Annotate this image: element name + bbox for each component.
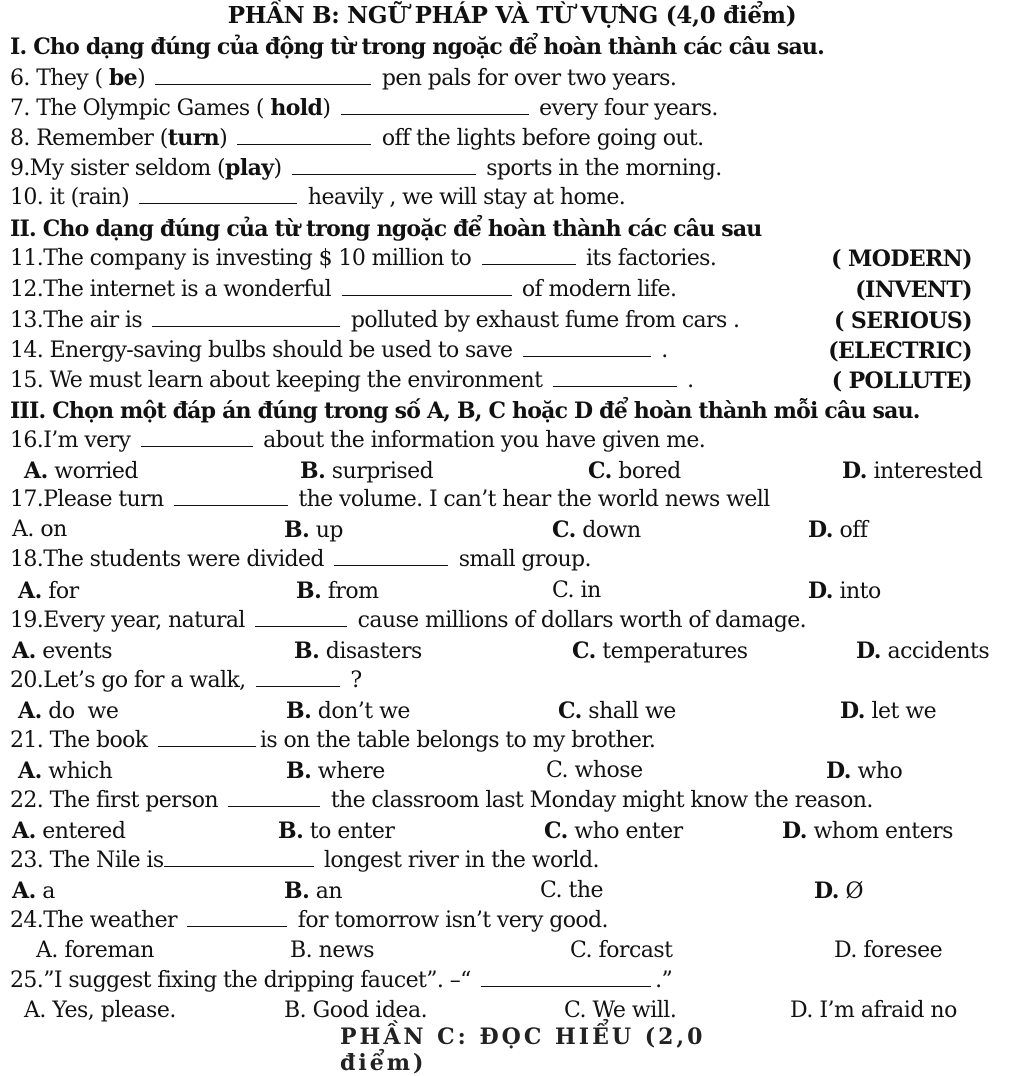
question-9: 9.My sister seldom (play) sports in the morning. xyxy=(10,155,722,181)
option-22-c[interactable]: C. who enter xyxy=(544,818,683,844)
question-21: 21. The book is on the table belongs to my brother. xyxy=(10,728,656,753)
answer-blank-15[interactable] xyxy=(553,366,677,387)
answer-blank-24[interactable] xyxy=(187,906,287,927)
section-3-heading: III. Chọn một đáp án đúng trong số A, B, C hoặc D để hoàn thành mỗi câu sau. xyxy=(10,398,920,424)
hint-14: (ELECTRIC) xyxy=(828,338,972,364)
question-8: 8. Remember (turn) off the lights before going out. xyxy=(10,125,704,151)
question-23: 23. The Nile is longest river in the world. xyxy=(10,848,599,873)
question-6: 6. They ( be) pen pals for over two years. xyxy=(10,65,677,91)
answer-blank-18[interactable] xyxy=(334,545,448,566)
question-14: 14. Energy-saving bulbs should be used to save . xyxy=(10,338,668,363)
question-19: 19.Every year, natural cause millions of dollars worth of damage. xyxy=(10,608,807,633)
option-24-d[interactable]: D. foresee xyxy=(834,938,943,963)
next-section-heading-cut: PHẦN C: ĐỌC HIỂU (2,0 điểm) xyxy=(340,1024,706,1076)
option-22-b[interactable]: B. to enter xyxy=(278,818,395,844)
option-16-b[interactable]: B. surprised xyxy=(300,458,434,484)
question-24: 24.The weather for tomorrow isn’t very good. xyxy=(10,908,608,933)
option-21-d[interactable]: D. who xyxy=(826,758,903,784)
answer-blank-23[interactable] xyxy=(164,846,314,867)
option-25-c[interactable]: C. We will. xyxy=(564,998,677,1023)
hint-15: ( POLLUTE) xyxy=(831,368,972,394)
answer-blank-17[interactable] xyxy=(174,485,288,506)
answer-blank-19[interactable] xyxy=(255,606,347,627)
question-12: 12.The internet is a wonderful of modern life. xyxy=(10,277,677,302)
option-21-c[interactable]: C. whose xyxy=(546,758,643,783)
option-24-a[interactable]: A. foreman xyxy=(36,938,154,963)
section-2-heading: II. Cho dạng đúng của từ trong ngoặc để hoàn thành các câu sau xyxy=(10,216,762,242)
option-20-c[interactable]: C. shall we xyxy=(558,698,676,724)
section-1-heading: I. Cho dạng đúng của động từ trong ngoặc để hoàn thành các câu sau. xyxy=(10,34,824,60)
option-25-b[interactable]: B. Good idea. xyxy=(284,998,428,1023)
question-17: 17.Please turn the volume. I can’t hear the world news well xyxy=(10,487,770,512)
answer-blank-9[interactable] xyxy=(292,154,476,175)
question-11: 11.The company is investing $ 10 million to its factories. xyxy=(10,246,717,271)
answer-blank-13[interactable] xyxy=(152,306,340,327)
option-18-d[interactable]: D. into xyxy=(808,578,881,604)
option-18-b[interactable]: B. from xyxy=(296,578,379,604)
option-16-a[interactable]: A. worried xyxy=(24,458,138,484)
question-20: 20.Let’s go for a walk, ? xyxy=(10,668,362,693)
hint-11: ( MODERN) xyxy=(831,246,972,272)
answer-blank-12[interactable] xyxy=(342,275,512,296)
option-22-d[interactable]: D. whom enters xyxy=(782,818,953,844)
option-19-a[interactable]: A. events xyxy=(12,638,113,664)
page-title: PHẦN B: NGỮ PHÁP VÀ TỪ VỰNG (4,0 điểm) xyxy=(227,2,797,29)
option-22-a[interactable]: A. entered xyxy=(12,818,126,844)
option-18-a[interactable]: A. for xyxy=(18,578,79,604)
answer-blank-10[interactable] xyxy=(139,183,297,204)
option-16-c[interactable]: C. bored xyxy=(588,458,681,484)
option-25-d[interactable]: D. I’m afraid no xyxy=(790,998,957,1023)
answer-blank-22[interactable] xyxy=(228,786,320,807)
option-16-d[interactable]: D. interested xyxy=(842,458,983,484)
option-24-c[interactable]: C. forcast xyxy=(570,938,673,963)
question-7: 7. The Olympic Games ( hold) every four years. xyxy=(10,95,718,121)
option-20-b[interactable]: B. don’t we xyxy=(286,698,410,724)
option-23-c[interactable]: C. the xyxy=(540,878,604,903)
option-23-b[interactable]: B. an xyxy=(284,878,343,904)
option-17-c[interactable]: C. down xyxy=(552,517,641,543)
option-19-d[interactable]: D. accidents xyxy=(856,638,990,664)
answer-blank-25[interactable] xyxy=(481,966,651,987)
hint-13: ( SERIOUS) xyxy=(834,308,972,334)
option-19-b[interactable]: B. disasters xyxy=(294,638,422,664)
option-19-c[interactable]: C. temperatures xyxy=(572,638,748,664)
option-21-a[interactable]: A. which xyxy=(18,758,113,784)
option-25-a[interactable]: A. Yes, please. xyxy=(24,998,176,1023)
question-10: 10. it (rain) heavily , we will stay at home. xyxy=(10,185,626,210)
option-20-d[interactable]: D. let we xyxy=(840,698,937,724)
option-17-b[interactable]: B. up xyxy=(284,517,344,543)
option-17-a[interactable]: A. on xyxy=(12,517,67,542)
answer-blank-14[interactable] xyxy=(523,336,651,357)
hint-12: (INVENT) xyxy=(855,277,972,303)
answer-blank-11[interactable] xyxy=(482,244,576,265)
answer-blank-16[interactable] xyxy=(141,426,253,447)
question-18: 18.The students were divided small group. xyxy=(10,547,591,572)
answer-blank-21[interactable] xyxy=(158,726,256,747)
answer-blank-8[interactable] xyxy=(237,124,371,145)
question-25: 25.”I suggest fixing the dripping faucet”. –“ .” xyxy=(10,968,673,993)
option-23-d[interactable]: D. Ø xyxy=(814,878,863,904)
option-17-d[interactable]: D. off xyxy=(808,517,868,543)
answer-blank-20[interactable] xyxy=(256,666,340,687)
option-18-c[interactable]: C. in xyxy=(552,578,601,603)
answer-blank-7[interactable] xyxy=(341,94,529,115)
question-13: 13.The air is polluted by exhaust fume from cars . xyxy=(10,308,740,333)
option-24-b[interactable]: B. news xyxy=(290,938,374,963)
answer-blank-6[interactable] xyxy=(155,64,371,85)
question-16: 16.I’m very about the information you have given me. xyxy=(10,428,706,453)
option-20-a[interactable]: A. do we xyxy=(18,698,119,724)
question-22: 22. The first person the classroom last Monday might know the reason. xyxy=(10,788,873,813)
option-23-a[interactable]: A. a xyxy=(12,878,55,904)
question-15: 15. We must learn about keeping the environment . xyxy=(10,368,694,393)
option-21-b[interactable]: B. where xyxy=(286,758,385,784)
